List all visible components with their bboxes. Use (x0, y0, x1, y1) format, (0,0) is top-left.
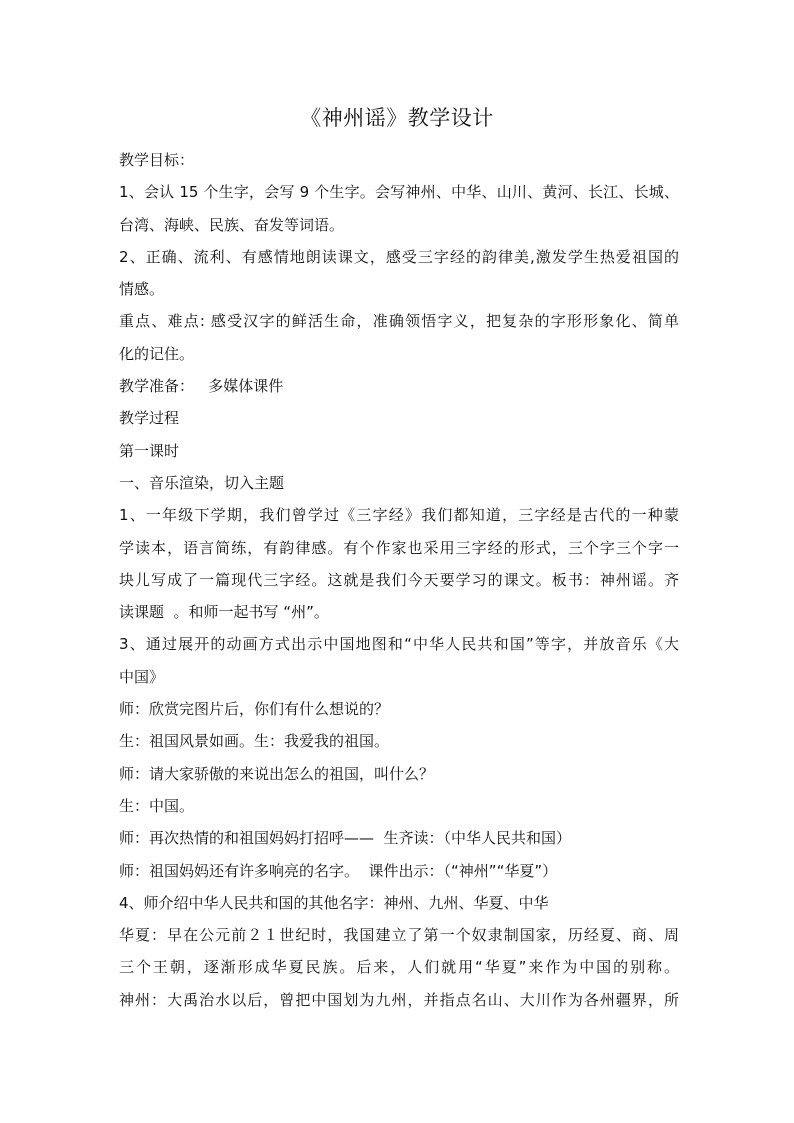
text-line: 三个王朝，逐渐形成华夏民族。后来，人们就用“华夏”来作为中国的别称。 (119, 958, 679, 977)
document-title: 《神州谣》教学设计 (300, 106, 494, 130)
text-line: 师：欣赏完图片后，你们有什么想说的？ (119, 700, 390, 719)
text-line: 4、师介绍中华人民共和国的其他名字：神州、九州、华夏、中华 (119, 893, 549, 912)
document-body (119, 144, 679, 1016)
text-line: 学读本，语言简练，有韵律感。有个作家也采用三字经的形式，三个字三个字一 (119, 538, 679, 557)
text-line: 重点、难点: 感受汉字的鲜活生命，准确领悟字义，把复杂的字形形象化、简单 (119, 312, 679, 331)
text-line: 生：中国。 (119, 796, 195, 815)
text-line: 情感。 (119, 280, 165, 299)
text-line: 神州：大禹治水以后，曾把中国划为九州，并指点名山、大川作为各州疆界，所 (119, 990, 679, 1009)
text-line: 教学过程 (119, 409, 180, 428)
text-line: 生：祖国风景如画。生：我爱我的祖国。 (119, 732, 390, 751)
text-line: 教学目标： (119, 151, 195, 169)
text-line: 中国》 (119, 667, 165, 686)
text-line: 师：请大家骄傲的来说出怎么的祖国，叫什么？ (119, 764, 435, 783)
text-line: 一、音乐渲染，切入主题 (119, 473, 285, 492)
text-line: 华夏：早在公元前２１世纪时，我国建立了第一个奴隶制国家，历经夏、商、周 (119, 926, 679, 945)
text-line: 教学准备： 多媒体课件 (119, 377, 284, 396)
text-line: 1、会认 15 个生字，会写 9 个生字。会写神州、中华、山川、黄河、长江、长城、 (119, 183, 679, 202)
text-line: 第一课时 (119, 441, 180, 460)
text-line: 3、通过展开的动画方式出示中国地图和“中华人民共和国”等字，并放音乐《大 (119, 635, 679, 654)
text-line: 块儿写成了一篇现代三字经。这就是我们今天要学习的课文。板书：神州谣。齐 (119, 570, 679, 589)
text-line: 化的记住。 (119, 344, 195, 363)
text-line: 台湾、海峡、民族、奋发等词语。 (119, 215, 345, 234)
text-line: 2、正确、流利、有感情地朗读课文，感受三字经的韵律美,激发学生热爱祖国的 (119, 247, 679, 266)
text-line: 读课题 。和师一起书写 “州”。 (119, 603, 329, 622)
text-line: 师：再次热情的和祖国妈妈打招呼—— 生齐读：（中华人民共和国） (119, 829, 572, 848)
text-line: 1、一年级下学期，我们曾学过《三字经》我们都知道，三字经是古代的一种蒙 (119, 506, 679, 525)
text-line: 师：祖国妈妈还有许多响亮的名字。 课件出示：（“神州”“华夏”） (119, 861, 558, 880)
